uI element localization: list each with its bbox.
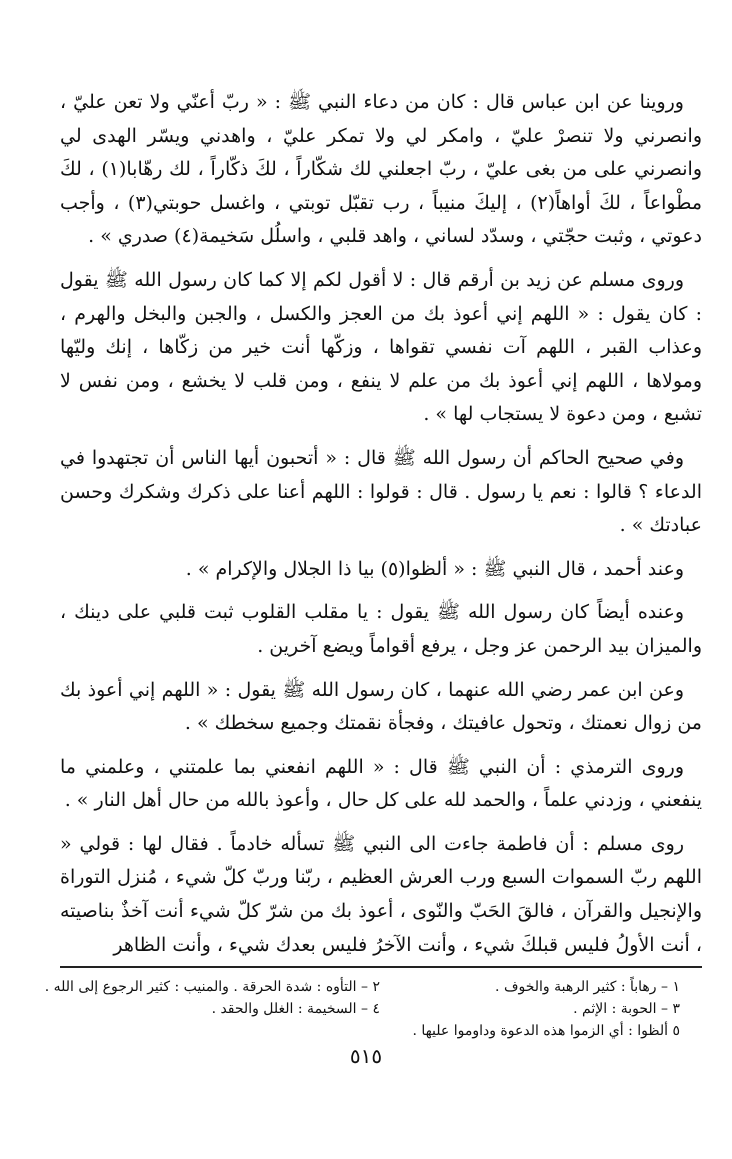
page-number: ٥١٥ xyxy=(349,1044,383,1068)
paragraph-fatima: روى مسلم : أن فاطمة جاءت الى النبي ﷺ تسأله خادماً . فقال لها : قولي « اللهم ربّ السموات السبع ورب العرش العظيم ، ربّنا وربّ كلّ شيء ، مُنزل التوراة والإنجيل والقرآن ، فالقَ الحَبّ والنّوى ، أعوذ بك من شرّ كلّ شيء أنت آخذٌ بناصيته ، أنت الأولُ فليس قبلكَ شيء ، وأنت الآخرُ فليس بعدك شيء ، وأنت الظاهر xyxy=(60,832,702,956)
footnote-row-1 xyxy=(44,976,680,998)
paragraph-ibn-umar: وعن ابن عمر رضي الله عنهما ، كان رسول الله ﷺ يقول : « اللهم إني أعوذ بك من زوال نعمتك ، وتحول عافيتك ، وفجأة نقمتك وجميع سخطك » . xyxy=(60,678,702,735)
paragraph-ahmad-muqallib: وعنده أيضاً كان رسول الله ﷺ يقول : يا مقلب القلوب ثبت قلبي على دينك ، والميزان بيد الرحمن عز وجل ، يرفع أقواماً ويضع آخرين . xyxy=(60,601,702,657)
footnote-4: ٤ – السخيمة : الغلل والحقد . xyxy=(211,1001,380,1017)
paragraph-tirmidhi: وروى الترمذي : أن النبي ﷺ قال : « اللهم انفعني بما علمتني ، وعلمني ما ينفعني ، وزدني علماً ، والحمد لله على كل حال ، وأعوذ بالله من حال أهل النار » . xyxy=(60,755,702,812)
paragraph-ibn-abbas-dua: وروينا عن ابن عباس قال : كان من دعاء النبي ﷺ : « ربّ أعنّي ولا تعن عليّ ، وانصرني ولا تنصرْ عليّ ، وامكر لي ولا تمكر عليّ ، واهدني ويسّر الهدى لي وانصرني على من بغى عليّ ، ربّ اجعلني لك شكّاراً ، لكَ ذكّاراً ، لك رهّابا(١) ، لكَ مطْواعاً ، لكَ أواهاً(٢) ، إليكَ منيباً ، رب تقبّل توبتي ، واغسل حوبتي(٣) ، وأجب دعوتي ، وثبت حجّتي ، وسدّد لساني ، واهد قلبي ، واسلُل سَخيمة(٤) صدري » . xyxy=(60,91,702,248)
footnote-3: ٣ – الحوبة : الإثم . xyxy=(573,1001,680,1017)
footnote-5: ٥ ألظوا : أي الزموا هذه الدعوة وداوموا عليها . xyxy=(412,1023,680,1039)
footnotes xyxy=(44,976,680,1042)
footnote-row-2 xyxy=(60,998,680,1020)
paragraph-zayd-ibn-arqam: وروى مسلم عن زيد بن أرقم قال : لا أقول لكم إلا كما كان رسول الله ﷺ يقول : كان يقول : « اللهم إني أعوذ بك من العجز والكسل ، والجبن والبخل والهرم ، وعذاب القبر ، اللهم آت نفسي تقواها ، وزكّها أنت خير من زكّاها ، إنك وليّها ومولاها ، اللهم إني أعوذ بك من علم لا ينفع ، ومن قلب لا يخشع ، ومن نفس لا تشبع ، ومن دعوة لا يستجاب لها » . xyxy=(60,268,702,426)
page-body xyxy=(60,86,702,972)
footnote-divider xyxy=(60,966,702,968)
footnote-2: ٢ – التأوه : شدة الحرقة . والمنيب : كثير الرجوع إلى الله . xyxy=(44,979,380,995)
paragraph-ahmad-alizzu: وعند أحمد ، قال النبي ﷺ : « ألظوا(٥) بيا ذا الجلال والإكرام » . xyxy=(185,557,684,580)
paragraph-sahih-hakim: وفي صحيح الحاكم أن رسول الله ﷺ قال : « أتحبون أيها الناس أن تجتهدوا في الدعاء ؟ قالوا : نعم يا رسول . قال : قولوا : اللهم أعنا على ذكرك وشكرك وحسن عبادتك » . xyxy=(60,446,702,537)
footnote-1: ١ – رهاباً : كثير الرهبة والخوف . xyxy=(495,979,680,995)
